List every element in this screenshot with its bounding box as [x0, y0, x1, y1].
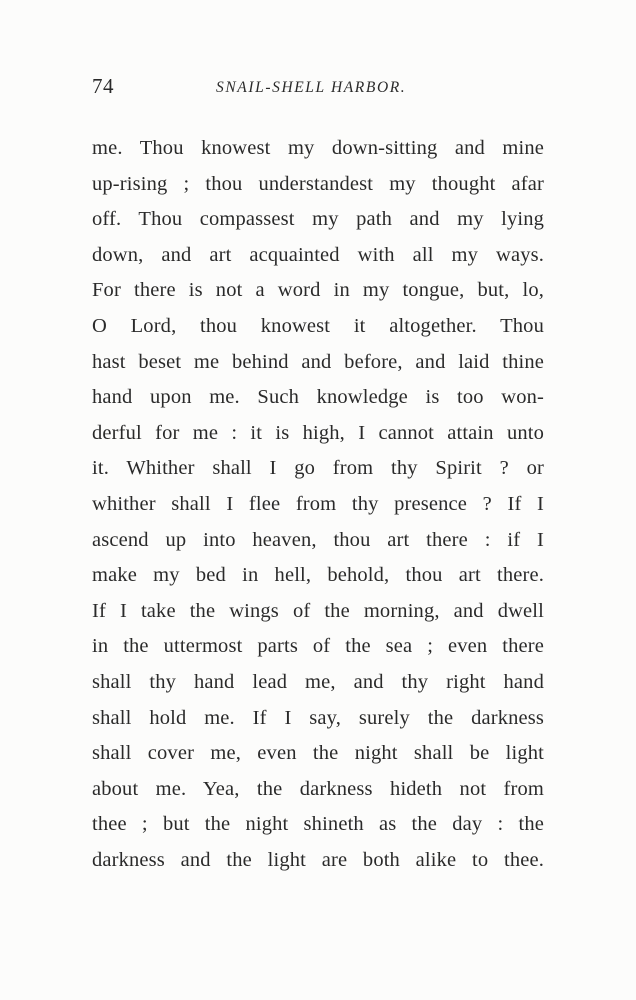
text-line: make my bed in hell, behold, thou art there. — [92, 564, 544, 587]
text-line: shall hold me. If I say, surely the darkness — [92, 706, 544, 729]
text-line: If I take the wings of the morning, and dwell — [92, 599, 544, 622]
text-line: it. Whither shall I go from thy Spirit ? or — [92, 457, 544, 480]
text-line: derful for me : it is high, I cannot attain unto — [92, 421, 544, 444]
text-line: off. Thou compassest my path and my lying — [92, 208, 544, 231]
page-number: 74 — [92, 74, 114, 98]
text-line: me. Thou knowest my down-sitting and mine — [92, 137, 544, 159]
text-line: whither shall I flee from thy presence ? If I — [92, 492, 544, 515]
text-line: thee ; but the night shineth as the day : the — [92, 813, 544, 836]
text-line: down, and art acquainted with all my ways. — [92, 243, 544, 266]
text-line: shall cover me, even the night shall be light — [92, 742, 544, 765]
body-text — [92, 131, 544, 878]
text-line: hand upon me. Such knowledge is too won- — [92, 386, 544, 409]
text-line: about me. Yea, the darkness hideth not from — [92, 777, 544, 800]
page-header — [92, 74, 544, 104]
text-line: up-rising ; thou understandest my thought afar — [92, 172, 544, 195]
text-line: shall thy hand lead me, and thy right hand — [92, 670, 544, 693]
text-line: O Lord, thou knowest it altogether. Thou — [92, 314, 544, 337]
text-line: ascend up into heaven, thou art there : if I — [92, 528, 544, 551]
text-line: darkness and the light are both alike to thee. — [92, 848, 544, 871]
running-head: SNAIL-SHELL HARBOR. — [216, 79, 407, 96]
text-line: in the uttermost parts of the sea ; even there — [92, 635, 544, 658]
text-line: hast beset me behind and before, and laid thine — [92, 350, 544, 373]
text-line: For there is not a word in my tongue, but, lo, — [92, 279, 544, 302]
